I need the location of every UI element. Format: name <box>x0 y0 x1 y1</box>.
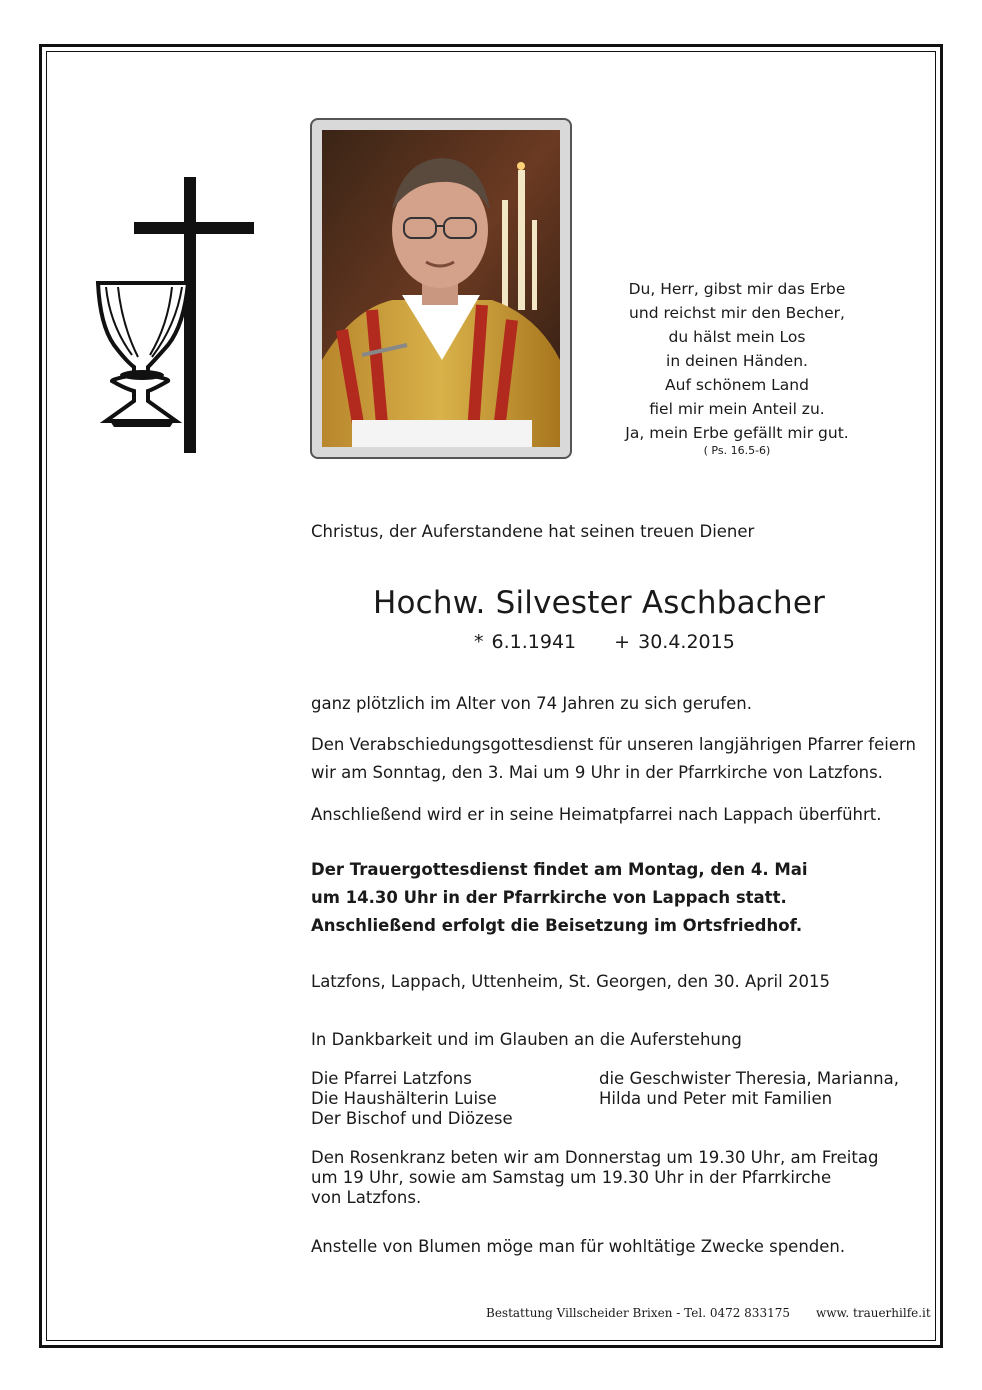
rosary-line-3: von Latzfons. <box>311 1188 422 1207</box>
funeral-line-1: Der Trauergottesdienst findet am Montag, den 4. Mai <box>311 860 808 879</box>
funeral-line-2: um 14.30 Uhr in der Pfarrkirche von Lappach statt. <box>311 888 787 907</box>
farewell-line-1: Den Verabschiedungsgottesdienst für unseren langjährigen Pfarrer feiern <box>311 735 916 754</box>
birth-date: * 6.1.1941 <box>474 631 577 653</box>
funeral-home-info: Bestattung Villscheider Brixen - Tel. 0472 833175 <box>486 1306 790 1320</box>
intro-text: Christus, der Auferstandene hat seinen treuen Diener <box>311 522 755 541</box>
funeral-line-3: Anschließend erfolgt die Beisetzung im Ortsfriedhof. <box>311 916 803 935</box>
death-date: + 30.4.2015 <box>614 631 735 653</box>
gratitude-text: In Dankbarkeit und im Glauben an die Auferstehung <box>311 1030 742 1049</box>
website-link[interactable]: www. trauerhilfe.it <box>815 1306 931 1320</box>
flowers-text: Anstelle von Blumen möge man für wohltätige Zwecke spenden. <box>311 1237 846 1256</box>
psalm-line: Auf schönem Land <box>665 376 809 394</box>
psalm-line: Du, Herr, gibst mir das Erbe <box>628 280 846 298</box>
psalm-quote <box>600 277 874 459</box>
psalm-reference: ( Ps. 16.5-6) <box>703 444 771 457</box>
called-home-text: ganz plötzlich im Alter von 74 Jahren zu sich gerufen. <box>311 694 752 713</box>
mourner-left: Der Bischof und Diözese <box>311 1109 513 1128</box>
place-date-text: Latzfons, Lappach, Uttenheim, St. Georgen, den 30. April 2015 <box>311 972 830 991</box>
mourner-left: Die Haushälterin Luise <box>311 1089 497 1108</box>
mourner-left: Die Pfarrei Latzfons <box>311 1069 472 1088</box>
rosary-line-2: um 19 Uhr, sowie am Samstag um 19.30 Uhr in der Pfarrkirche <box>311 1168 832 1187</box>
psalm-line: fiel mir mein Anteil zu. <box>649 400 825 418</box>
footer <box>486 1306 931 1320</box>
rosary-line-1: Den Rosenkranz beten wir am Donnerstag um 19.30 Uhr, am Freitag <box>311 1148 879 1167</box>
psalm-line: du hälst mein Los <box>668 328 806 346</box>
psalm-line: in deinen Händen. <box>666 352 808 370</box>
psalm-line: und reichst mir den Becher, <box>629 304 845 322</box>
deceased-name: Hochw. Silvester Aschbacher <box>373 585 826 621</box>
mourner-right: die Geschwister Theresia, Marianna, <box>599 1069 899 1088</box>
life-dates <box>474 631 735 653</box>
transfer-text: Anschließend wird er in seine Heimatpfarrei nach Lappach überführt. <box>311 805 882 824</box>
portrait-photo <box>310 118 572 459</box>
farewell-line-2: wir am Sonntag, den 3. Mai um 9 Uhr in der Pfarrkirche von Latzfons. <box>311 763 883 782</box>
mourner-right: Hilda und Peter mit Familien <box>599 1089 833 1108</box>
cross-and-chalice-icon <box>92 175 262 469</box>
psalm-line: Ja, mein Erbe gefällt mir gut. <box>625 424 849 442</box>
